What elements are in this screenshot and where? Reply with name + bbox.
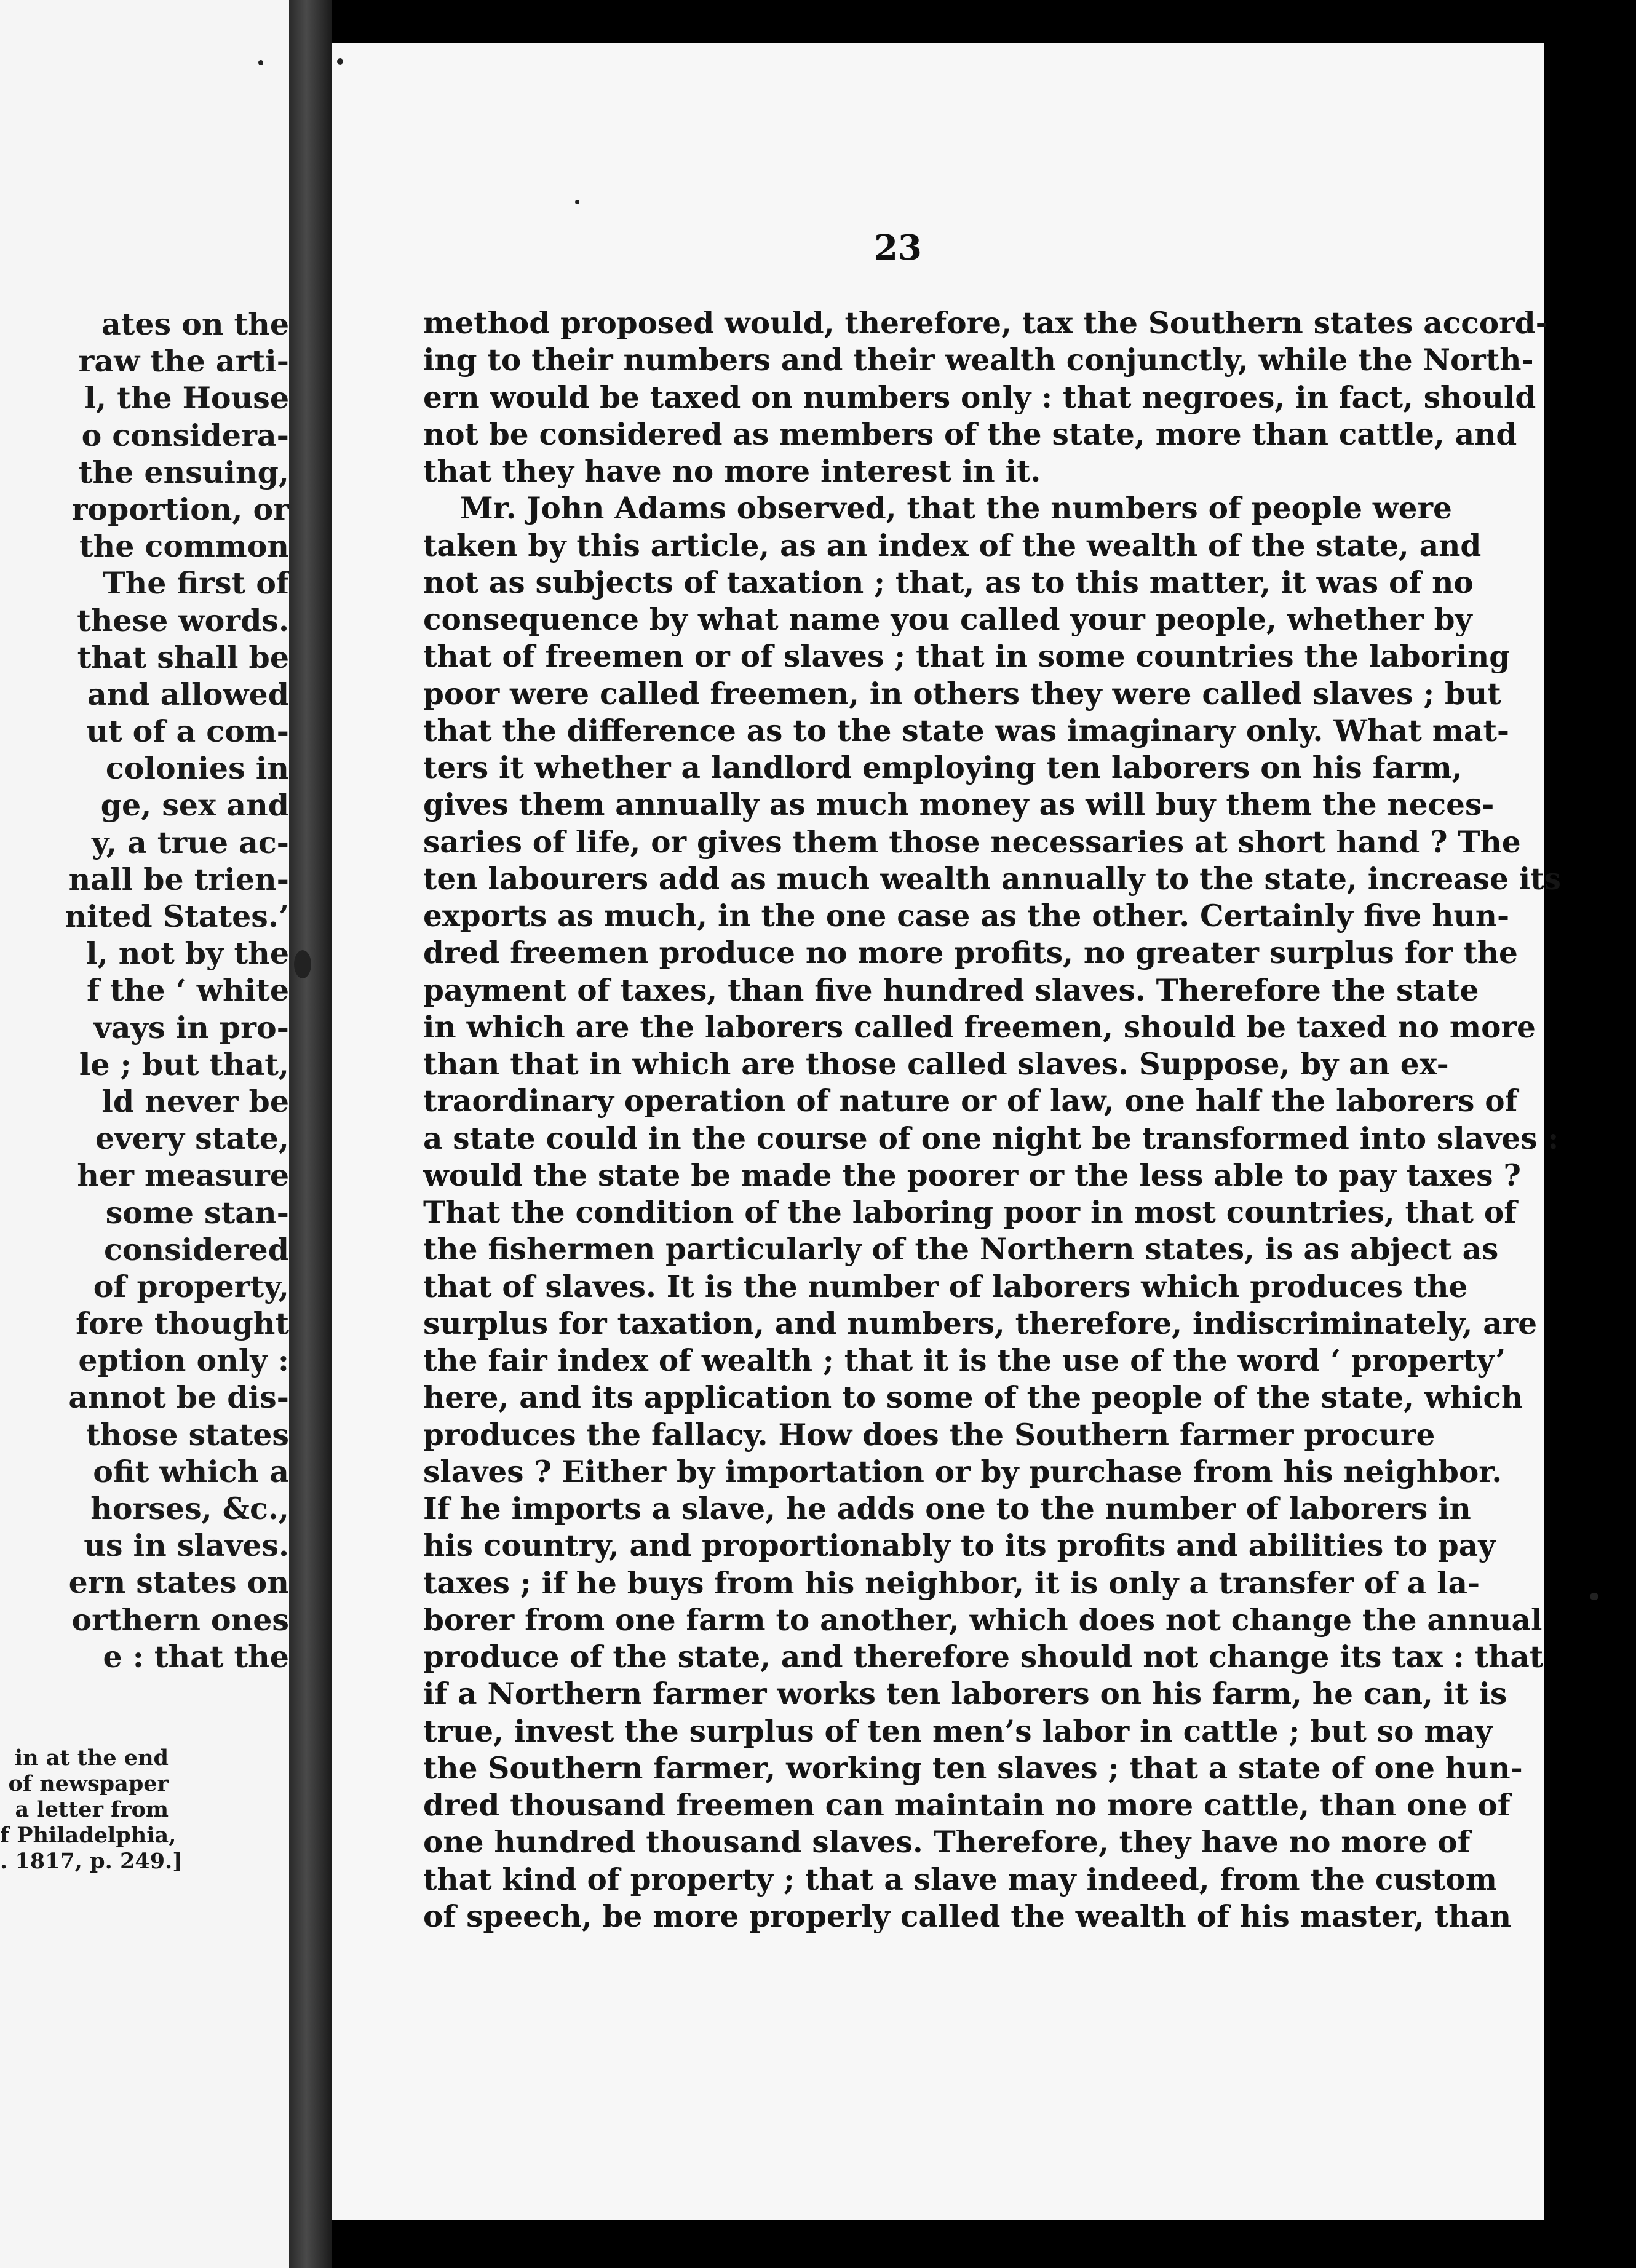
text-line: ing to their numbers and their wealth conjunctly, while the North- <box>423 343 1534 378</box>
left-page-line: that shall be <box>77 639 289 675</box>
left-page-line: these words. <box>77 602 289 638</box>
text-line: that kind of property ; that a slave may indeed, from the custom <box>423 1862 1498 1897</box>
text-line: If he imports a slave, he adds one to the number of laborers in <box>423 1491 1471 1526</box>
left-page-line: ld never be <box>101 1083 289 1119</box>
text-line: here, and its application to some of the people of the state, which <box>423 1380 1523 1416</box>
left-page-line: eption only : <box>78 1342 289 1379</box>
left-page-line: nall be trien- <box>68 861 289 897</box>
text-line: if a Northern farmer works ten laborers on his farm, he can, it is <box>423 1676 1507 1712</box>
body-text <box>423 305 1561 1935</box>
left-page-line: and allowed <box>87 676 289 712</box>
text-line: method proposed would, therefore, tax the Southern states accord- <box>423 306 1548 341</box>
left-page-line: ofit which a <box>93 1453 289 1489</box>
left-page-line: the ensuing, <box>78 454 289 490</box>
text-line: traordinary operation of nature or of law, one half the laborers of <box>423 1084 1518 1119</box>
text-line: that the difference as to the state was imaginary only. What mat- <box>423 713 1509 748</box>
left-page-line: of property, <box>93 1268 289 1304</box>
left-page-line: The first of <box>103 565 289 601</box>
text-line: one hundred thousand slaves. Therefore, they have no more of <box>423 1825 1471 1860</box>
left-page-line: horses, &c., <box>90 1491 289 1526</box>
text-line: the fair index of wealth ; that it is the use of the word ‘ property’ <box>423 1343 1506 1378</box>
footnote-line: a letter from <box>15 1797 169 1822</box>
book-spine <box>289 0 332 2268</box>
text-line: not be considered as members of the state, more than cattle, and <box>423 416 1517 452</box>
ink-speck <box>258 60 263 65</box>
text-line: slaves ? Either by importation or by purchase from his neighbor. <box>423 1454 1503 1489</box>
left-page-line: us in slaves. <box>84 1528 289 1564</box>
text-line: consequence by what name you called your people, whether by <box>423 602 1472 637</box>
left-page-line: annot be dis- <box>68 1379 289 1416</box>
left-page-text <box>65 306 289 1675</box>
left-page-line: ut of a com- <box>86 713 289 750</box>
text-line: gives them annually as much money as will buy them the neces- <box>423 787 1495 823</box>
text-line: of speech, be more properly called the wealth of his master, than <box>423 1898 1512 1934</box>
left-page-line: ern states on <box>68 1564 289 1601</box>
text-line: ten labourers add as much wealth annually to the state, increase its <box>423 861 1561 897</box>
left-page-line: ates on the <box>101 306 289 342</box>
left-page-line: those states <box>85 1416 289 1453</box>
text-line: taken by this article, as an index of the wealth of the state, and <box>423 528 1482 563</box>
text-line: borer from one farm to another, which does not change the annual <box>423 1602 1543 1638</box>
left-page-line: orthern ones <box>71 1601 289 1638</box>
text-line: produces the fallacy. How does the Southern farmer procure <box>423 1417 1435 1453</box>
text-line: exports as much, in the one case as the other. Certainly five hun- <box>423 898 1510 934</box>
text-line: dred thousand freemen can maintain no more cattle, than one of <box>423 1788 1511 1823</box>
text-line: true, invest the surplus of ten men’s labor in cattle ; but so may <box>423 1713 1493 1749</box>
left-page-line: ge, sex and <box>100 787 289 823</box>
left-page-line: every state, <box>95 1120 289 1157</box>
footnote-line: in at the end <box>14 1745 169 1770</box>
text-line: his country, and proportionably to its profits and abilities to pay <box>423 1528 1496 1564</box>
text-line: that of slaves. It is the number of laborers which produces the <box>423 1269 1468 1304</box>
text-line: payment of taxes, than five hundred slaves. Therefore the state <box>423 972 1479 1008</box>
text-line: the Southern farmer, working ten slaves ; that a state of one hun- <box>423 1750 1523 1786</box>
footnote-line: . 1817, p. 249.] <box>0 1849 183 1874</box>
left-page-line: l, the House <box>84 380 289 416</box>
text-line: saries of life, or gives them those necessaries at short hand ? The <box>423 824 1521 860</box>
text-line: the fishermen particularly of the Northern states, is as abject as <box>423 1232 1499 1267</box>
left-page-line: le ; but that, <box>79 1046 289 1082</box>
left-page <box>0 0 289 2268</box>
left-page-line: o considera- <box>81 417 289 453</box>
left-page-line: some stan- <box>105 1194 289 1231</box>
text-line: ern would be taxed on numbers only : that negroes, in fact, should <box>423 379 1536 415</box>
footnote-line: f Philadelphia, <box>0 1823 177 1848</box>
ink-speck <box>337 58 343 65</box>
text-line: ters it whether a landlord employing ten laborers on his farm, <box>423 750 1463 785</box>
left-page-line: nited States.’ <box>65 898 289 934</box>
footnote-line: of newspaper <box>8 1771 169 1796</box>
text-line: taxes ; if he buys from his neighbor, it is only a transfer of a la- <box>423 1565 1480 1601</box>
ink-speck <box>1590 1593 1598 1600</box>
left-page-line: raw the arti- <box>78 343 289 379</box>
text-line: not as subjects of taxation ; that, as to this matter, it was of no <box>423 565 1474 600</box>
left-page-line: y, a true ac- <box>92 824 289 860</box>
left-page-footnote <box>0 1745 183 1874</box>
text-line: in which are the laborers called freemen, should be taxed no more <box>423 1009 1536 1045</box>
left-page-line: vays in pro- <box>93 1009 289 1045</box>
left-page-line: considered <box>103 1231 289 1267</box>
text-line: than that in which are those called slaves. Suppose, by an ex- <box>423 1047 1449 1082</box>
text-line: that they have no more interest in it. <box>423 454 1041 489</box>
page-number: 23 <box>874 228 922 268</box>
left-page-line: roportion, or <box>71 491 289 527</box>
left-page-line: fore thought <box>76 1306 289 1342</box>
text-line: Mr. John Adams observed, that the numbers of people were <box>460 491 1452 526</box>
text-line: would the state be made the poorer or the less able to pay taxes ? <box>423 1157 1521 1193</box>
left-page-line: e : that the <box>103 1638 289 1675</box>
text-line: a state could in the course of one night be transformed into slaves : <box>423 1120 1559 1156</box>
text-line: poor were called freemen, in others they were called slaves ; but <box>423 676 1501 712</box>
left-page-line: her measure <box>77 1157 289 1194</box>
text-line: that of freemen or of slaves ; that in some countries the laboring <box>423 639 1511 675</box>
text-line: surplus for taxation, and numbers, therefore, indiscriminately, are <box>423 1306 1538 1341</box>
text-line: That the condition of the laboring poor in most countries, that of <box>423 1195 1517 1230</box>
left-page-line: colonies in <box>105 750 289 787</box>
text-line: produce of the state, and therefore should not change its tax : that <box>423 1640 1544 1675</box>
ink-speck <box>294 950 311 978</box>
text-line: dred freemen produce no more profits, no greater surplus for the <box>423 935 1518 971</box>
ink-speck <box>575 200 579 204</box>
left-page-line: the common <box>79 528 289 565</box>
left-page-line: f the ‘ white <box>87 972 289 1009</box>
left-page-line: l, not by the <box>86 935 289 972</box>
